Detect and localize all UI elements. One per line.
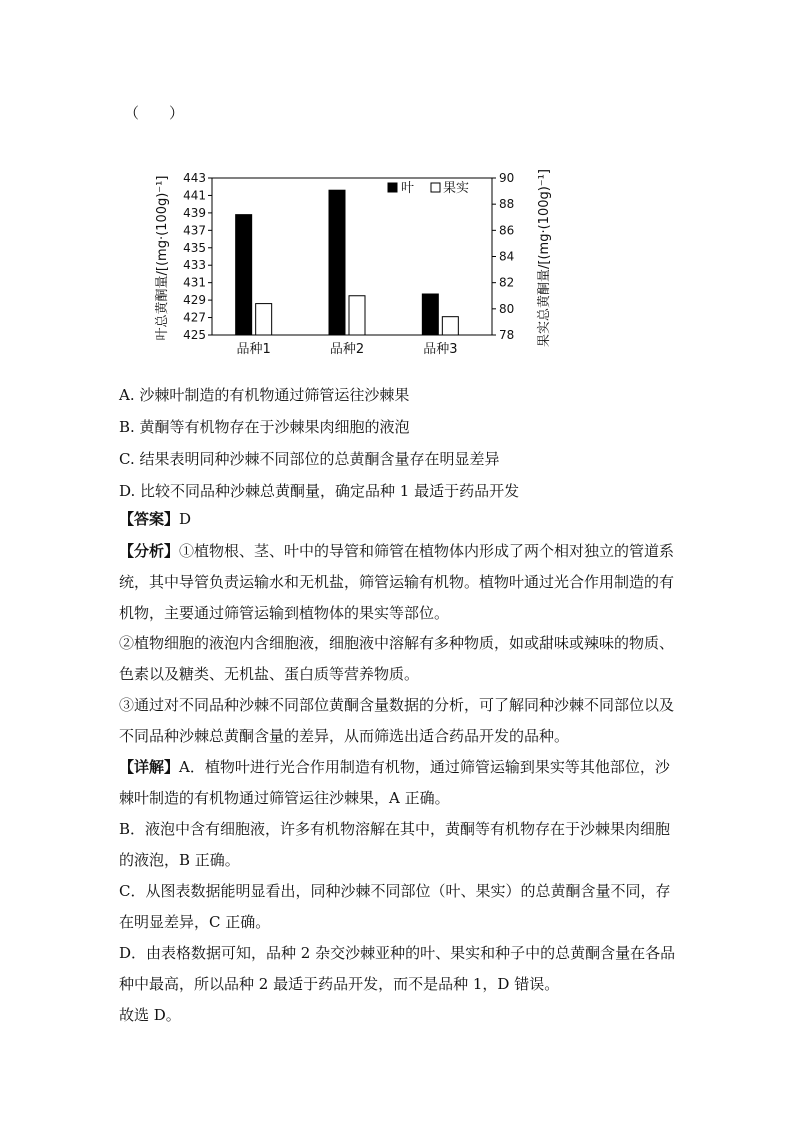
analysis-p3: ③通过对不同品种沙棘不同部位黄酮含量数据的分析，可了解同种沙棘不同部位以及不同品种沙棘总黄酮含量的差异，从而筛选出适合药品开发的品种。 bbox=[119, 696, 675, 745]
detail-a bbox=[119, 752, 679, 814]
left-tick-label: 433 bbox=[183, 258, 206, 273]
detail-tag: 【详解】 bbox=[119, 758, 180, 776]
category-label: 品种3 bbox=[423, 342, 458, 357]
option-b: B. 黄酮等有机物存在于沙棘果肉细胞的液泡 bbox=[119, 418, 410, 436]
detail-b: B．液泡中含有细胞液，许多有机物溶解在其中，黄酮等有机物存在于沙棘果肉细胞的液泡，B 正确。 bbox=[119, 820, 671, 869]
right-axis-label: 果实总黄酮量/[(mg·(100g)⁻¹] bbox=[537, 169, 552, 347]
analysis-tag: 【分析】 bbox=[119, 542, 180, 560]
bar-leaf bbox=[236, 215, 252, 335]
analysis-p1 bbox=[119, 536, 679, 629]
right-tick-label: 88 bbox=[499, 197, 515, 212]
detail-a-text: A．植物叶进行光合作用制造有机物，通过筛管运输到果实等其他部位，沙棘叶制造的有机物通过筛管运往沙棘果，A 正确。 bbox=[119, 758, 670, 807]
right-axis bbox=[492, 171, 514, 342]
right-tick-label: 84 bbox=[499, 249, 515, 264]
answer-tag: 【答案】 bbox=[119, 510, 180, 528]
bar-leaf bbox=[329, 190, 345, 335]
bar-leaf bbox=[422, 294, 438, 335]
left-tick-label: 431 bbox=[183, 275, 206, 290]
answer-line bbox=[119, 504, 679, 535]
left-tick-label: 435 bbox=[183, 240, 206, 255]
left-tick-label: 439 bbox=[183, 205, 206, 220]
analysis-text-1: ①植物根、茎、叶中的导管和筛管在植物体内形成了两个相对独立的管道系统，其中导管负责运输水和无机盐，筛管运输有机物。植物叶通过光合作用制造的有机物，主要通过筛管运输到植物体的果实等部位。 bbox=[119, 542, 675, 622]
category-label: 品种2 bbox=[329, 342, 365, 357]
option-a: A. 沙棘叶制造的有机物通过筛管运往沙棘果 bbox=[119, 386, 410, 404]
option-c: C. 结果表明同种沙棘不同部位的总黄酮含量存在明显差异 bbox=[119, 450, 500, 468]
bar-fruit bbox=[349, 296, 365, 335]
conclusion: 故选 D。 bbox=[119, 1006, 181, 1024]
legend bbox=[388, 181, 469, 196]
bar-fruit bbox=[442, 317, 458, 335]
detail-c: C．从图表数据能明显看出，同种沙棘不同部位（叶、果实）的总黄酮含量不同，存在明显差异，C 正确。 bbox=[119, 882, 671, 931]
left-tick-label: 425 bbox=[183, 328, 206, 342]
flavonoid-bar-chart bbox=[150, 158, 570, 358]
left-tick-label: 429 bbox=[183, 293, 206, 308]
answer-value: D bbox=[179, 510, 192, 528]
right-tick-label: 86 bbox=[499, 223, 515, 238]
left-tick-label: 441 bbox=[183, 188, 206, 203]
right-tick-label: 80 bbox=[499, 301, 515, 316]
right-tick-label: 82 bbox=[499, 275, 515, 290]
legend-label-fruit: 果实 bbox=[443, 181, 470, 196]
bar-fruit bbox=[256, 304, 272, 335]
x-axis bbox=[237, 342, 458, 357]
category-label: 品种1 bbox=[236, 342, 271, 357]
left-tick-label: 427 bbox=[183, 310, 206, 325]
analysis-p2: ②植物细胞的液泡内含细胞液，细胞液中溶解有多种物质，如或甜味或辣味的物质、色素以及糖类、无机盐、蛋白质等营养物质。 bbox=[119, 634, 675, 683]
right-tick-label: 90 bbox=[499, 171, 515, 185]
legend-label-leaf: 叶 bbox=[401, 181, 415, 196]
answer-blank: （ ） bbox=[124, 104, 185, 122]
left-axis bbox=[183, 171, 212, 342]
option-d: D. 比较不同品种沙棘总黄酮量，确定品种 1 最适于药品开发 bbox=[119, 482, 520, 500]
right-tick-label: 78 bbox=[499, 328, 515, 342]
left-axis-label: 叶总黄酮量/[(mg·(100g)⁻¹] bbox=[155, 175, 170, 341]
legend-swatch-fruit bbox=[431, 183, 440, 192]
left-tick-label: 443 bbox=[183, 171, 206, 185]
bars bbox=[236, 190, 459, 335]
detail-d: D．由表格数据可知，品种 2 杂交沙棘亚种的叶、果实和种子中的总黄酮含量在各品种中最高，所以品种 2 最适于药品开发，而不是品种 1，D 错误。 bbox=[119, 944, 676, 993]
legend-swatch-leaf bbox=[388, 183, 397, 192]
left-tick-label: 437 bbox=[183, 223, 206, 238]
